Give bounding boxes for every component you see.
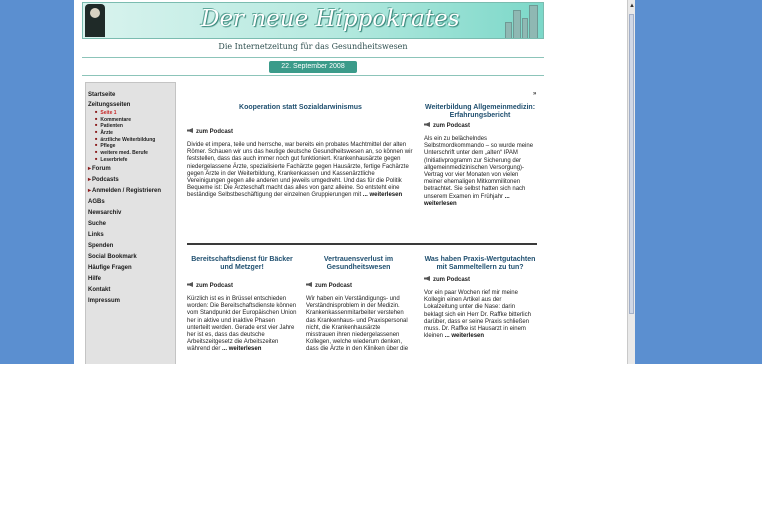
article-divider xyxy=(187,243,537,245)
podcast-label: zum Podcast xyxy=(196,129,234,135)
nav-anmelden[interactable]: ▸ Anmelden / Registrieren xyxy=(88,186,175,197)
podcast-link[interactable] xyxy=(187,128,414,135)
date-badge: 22. September 2008 xyxy=(269,61,357,73)
podcast-label: zum Podcast xyxy=(196,283,234,289)
nav-sub-weitere-berufe[interactable]: ■ weitere med. Berufe xyxy=(88,150,175,157)
nav-forum[interactable]: ▸ Forum xyxy=(88,164,175,175)
nav-zeitungsseiten[interactable]: Zeitungsseiten xyxy=(88,102,131,108)
nav-startseite[interactable]: Startseite xyxy=(88,92,116,98)
article-weiterbildung xyxy=(424,104,536,208)
article-vertrauensverlust xyxy=(306,256,411,354)
nav-sub-leserbriefe[interactable]: ■ Leserbriefe xyxy=(88,157,175,164)
article-title[interactable]: Bereitschaftsdienst für Bäcker und Metzger! xyxy=(191,256,293,271)
nav-haeufige-fragen[interactable]: Häufige Fragen xyxy=(88,264,132,271)
header-rule-bottom xyxy=(82,75,544,76)
podcast-label: zum Podcast xyxy=(433,277,471,283)
nav-kontakt[interactable]: Kontakt xyxy=(88,286,111,293)
speaker-icon xyxy=(424,276,430,281)
main-content xyxy=(180,84,546,364)
speaker-icon xyxy=(424,122,430,127)
article-kooperation xyxy=(187,104,414,200)
article-teaser xyxy=(306,296,411,354)
podcast-label: zum Podcast xyxy=(433,123,471,129)
speaker-icon xyxy=(187,128,193,133)
sidebar-nav xyxy=(85,82,176,364)
nav-sub-weiterbildung[interactable]: ■ ärztliche Weiterbildung xyxy=(88,137,175,144)
article-title[interactable]: Kooperation statt Sozialdarwinismus xyxy=(239,104,362,111)
nav-newsarchiv[interactable]: Newsarchiv xyxy=(88,209,122,216)
hippocrates-figure-icon xyxy=(85,4,105,37)
article-praxis-wertgutachten xyxy=(424,256,536,340)
article-title[interactable]: Weiterbildung Allgemeinmedizin: Erfahrungsbericht xyxy=(424,104,536,119)
podcast-link[interactable] xyxy=(424,122,536,129)
podcast-link[interactable] xyxy=(424,276,536,283)
nav-sub-kommentare[interactable]: ■ Kommentare xyxy=(88,117,175,124)
nav-sub-aerzte[interactable]: ■ Ärzte xyxy=(88,130,175,137)
nav-suche[interactable]: Suche xyxy=(88,220,107,227)
nav-agbs[interactable]: AGBs xyxy=(88,198,105,205)
speaker-icon xyxy=(306,282,312,287)
nav-hilfe[interactable]: Hilfe xyxy=(88,275,102,282)
article-title[interactable]: Was haben Praxis-Wertgutachten mit Sammeltellern zu tun? xyxy=(424,256,536,271)
article-bereitschaftsdienst xyxy=(187,256,297,354)
read-more-link[interactable]: ... weiterlesen xyxy=(424,193,510,207)
site-logo[interactable]: Der neue Hippokrates xyxy=(201,6,460,32)
article-title[interactable]: Vertrauensverlust im Gesundheitswesen xyxy=(323,256,394,271)
header-banner[interactable] xyxy=(82,2,544,39)
vertical-scrollbar[interactable] xyxy=(627,0,635,364)
article-text: Kürzlich ist es in Brüssel entschieden worden: Die Bereitschaftsdienste können vom Standpunkt der Europäischen Union her in aktive und inaktive Phasen unterteilt werden. Gerade erst vier Jahre her ist es, dass das deutsche Arbeitszeitgesetz die Arbeitszeiten während der xyxy=(187,296,297,353)
article-text: Divide et impera, teile und herrsche, war bereits ein probates Machtmittel der alten Römer. Schauen wir uns das heutige deutsche Gesundheitswesen an, so können wir feststellen, dass das auch immer noch gut funktioniert. Krankenhausärzte gegen niedergelassene Ärzte, spezialisierte Fachärzte gegen Hausärzte, fertige Fachärzte gegen Ärzte in der Weiterbildung, Krankenkassen und Kassenärztliche Vereinigungen gegen alle anderen und jeweils umgedreht. Und das für die Politik Bequeme ist: Die Ärzteschaft macht das alles von ganz alleine. So entsteht eine beständige Selbstbeschäftigung der einzelnen Gruppierungen mit xyxy=(187,142,413,199)
podcast-link[interactable] xyxy=(187,282,297,289)
article-text: Als ein zu belächelndes Selbstmordkommando – so wurde meine Unterschrift unter dem „alten“ IPAM (Initiativprogramm zur Sicherung der allgemeinmedizinischen Versorgung)-Vertrag vor vier Monaten von vielen meiner ehemaligen Mitkommilitonen betrachtet. Sie selbst hatten sich nach unserem Examen im Frühjahr xyxy=(424,136,534,200)
article-text: Vor ein paar Wochen rief mir meine Kollegin einen Artikel aus der Lokalzeitung unter die Nase: darin beklagt sich ein Herr Dr. Raffke bitterlich darüber, dass er seine Praxis schließen muss. Dr. Raffke ist Hausarzt in einem kleinen xyxy=(424,290,531,340)
header-rule-top xyxy=(82,57,544,58)
article-teaser xyxy=(187,296,297,354)
read-more-link[interactable]: ... weiterlesen xyxy=(222,346,262,353)
article-text: Wir haben ein Verständigungs- und Verständnisproblem in der Medizin. Krankenkassenmitarbeiter verstehen das Krankenhaus- und Praxispersonal nicht, die Krankenhausärzte misstrauen ihren niedergelassenen Kollegen, welche wiederum denken, dass die Ärzte in den Kliniken über die xyxy=(306,296,409,353)
read-more-link[interactable]: ... weiterlesen xyxy=(362,192,403,199)
more-articles-marker[interactable]: » xyxy=(533,91,537,97)
article-teaser xyxy=(424,290,536,340)
nav-sub-seite-1[interactable]: ■ Seite 1 xyxy=(88,110,175,117)
nav-sub-patienten[interactable]: ■ Patienten xyxy=(88,123,175,130)
podcast-link[interactable] xyxy=(306,282,411,289)
site-subtitle: Die Internetzeitung für das Gesundheitswesen xyxy=(218,42,408,51)
scroll-up-arrow-icon[interactable]: ▲ xyxy=(629,3,635,9)
browser-page xyxy=(74,0,627,364)
skyline-icon xyxy=(501,3,543,39)
podcast-label: zum Podcast xyxy=(315,283,353,289)
article-teaser xyxy=(424,136,536,208)
nav-sub-pflege[interactable]: ■ Pflege xyxy=(88,143,175,150)
nav-links[interactable]: Links xyxy=(88,231,104,238)
read-more-link[interactable]: ... weiterlesen xyxy=(444,333,485,340)
nav-social-bookmark[interactable]: Social Bookmark xyxy=(88,253,137,260)
scrollbar-thumb[interactable] xyxy=(629,14,634,314)
speaker-icon xyxy=(187,282,193,287)
nav-spenden[interactable]: Spenden xyxy=(88,242,114,249)
nav-impressum[interactable]: Impressum xyxy=(88,297,121,304)
nav-podcasts[interactable]: ▸ Podcasts xyxy=(88,175,175,186)
article-teaser xyxy=(187,142,414,200)
